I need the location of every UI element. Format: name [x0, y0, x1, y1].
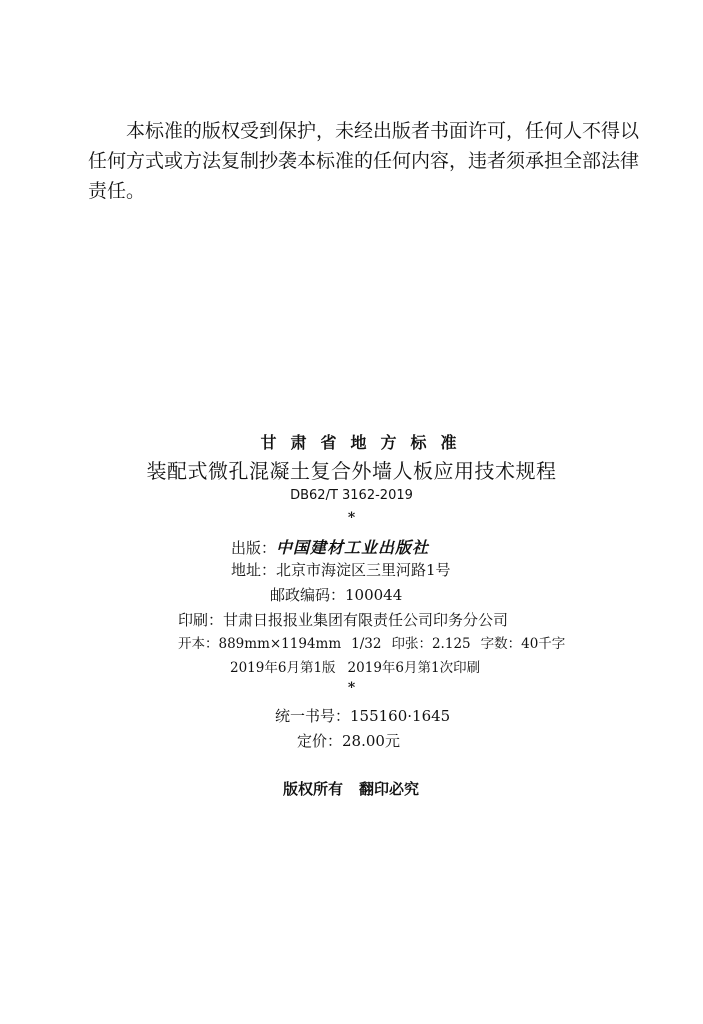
standard-code: DB62/T 3162-2019: [290, 488, 413, 503]
format-sheets: 印张：2.125: [391, 636, 471, 652]
rights-line: [283, 778, 419, 799]
series-heading: 甘肃省地方标准: [260, 433, 471, 452]
printing-date: 2019年6月第1次印刷: [347, 660, 481, 676]
publisher-label: 出版：: [231, 539, 277, 557]
address-line: 地址：北京市海淀区三里河路1号: [231, 561, 451, 579]
price-line: 定价：28.00元: [297, 732, 400, 750]
document-title: 装配式微孔混凝土复合外墙人板应用技术规程: [146, 459, 557, 483]
publisher-line: [231, 535, 429, 558]
printer-line: 印刷：甘肃日报报业集团有限责任公司印务分公司: [178, 611, 509, 629]
piracy-warning: 翻印必究: [359, 780, 420, 798]
format-fold: 1/32: [351, 636, 382, 652]
copyright-notice: 本标准的版权受到保护，未经出版者书面许可，任何人不得以任何方式或方法复制抄袭本标准的任何内容，违者须承担全部法律责任。: [88, 120, 640, 202]
publisher-name: 中国建材工业出版社: [276, 538, 430, 557]
edition-date: 2019年6月第1版: [230, 660, 336, 676]
isbn-line: 统一书号：155160·1645: [275, 707, 451, 725]
format-size: 开本：889mm×1194mm: [178, 636, 342, 652]
postcode-line: 邮政编码：100044: [270, 586, 403, 604]
edition-line: [230, 656, 480, 676]
rights-reserved: 版权所有: [283, 780, 344, 798]
separator-star: *: [347, 680, 356, 696]
format-words: 字数：40千字: [480, 636, 566, 652]
format-line: [178, 632, 565, 652]
separator-star: *: [347, 510, 356, 526]
